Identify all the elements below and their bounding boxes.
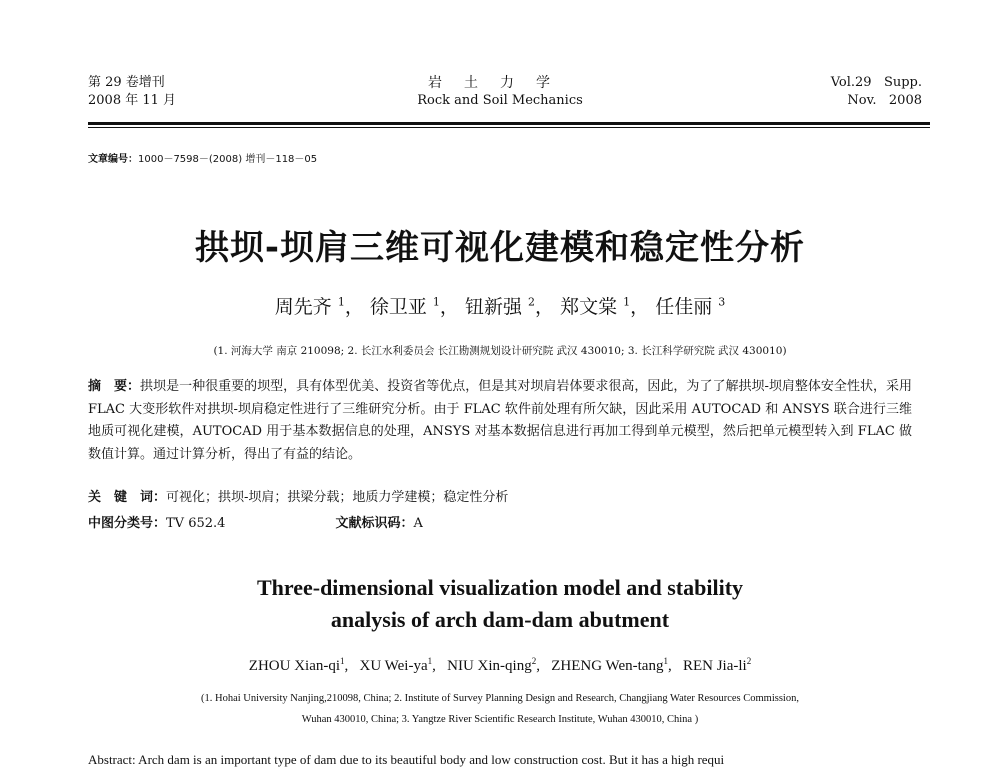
- author-en: ZHOU Xian-$qi^1$: [248, 656, 345, 674]
- journal-name-cn: 岩土力学: [428, 75, 572, 91]
- abstract-label-cn: 摘 要：: [88, 379, 141, 394]
- clc-value: TV 652.4: [166, 516, 226, 531]
- classification-line: [88, 512, 423, 531]
- article-number-label: 文章编号：: [88, 154, 138, 165]
- author-cn: 徐卫亚 $^1$: [369, 295, 440, 318]
- journal-name-en: Rock and Soil Mechanics: [417, 93, 583, 108]
- volume-line: 第 29 卷增刊: [88, 75, 165, 90]
- author-list-cn: 周先齐 $^1$， 徐卫亚 $^1$， 钮新强 $^2$， 郑文棠 $^1$， 任佳丽 $^3$: [274, 295, 726, 318]
- author-cn: 钮新强 $^2$: [464, 295, 536, 318]
- author-en: XU Wei-$ya^1$: [359, 656, 433, 674]
- volume-supp: Vol.29 Supp.: [830, 75, 922, 90]
- doc-code-value: A: [413, 516, 423, 531]
- date-line: 2008 年 11 月: [88, 93, 177, 108]
- author-cn: 周先齐 $^1$: [274, 295, 345, 318]
- article-number-value: 1000－7598－(2008) 增刊－118－05: [138, 154, 318, 165]
- article-number: [88, 150, 317, 165]
- author-list-en: ZHOU Xian-$qi^1$, XU Wei-$ya^1$, NIU Xin-qing$^2$, ZHENG Wen-tang$^1$, REN Jia-$li^2$: [248, 656, 752, 674]
- paper-title-cn: 拱坝-坝肩三维可视化建模和稳定性分析: [194, 228, 806, 268]
- issue-date: Nov. 2008: [847, 93, 922, 108]
- header-rule-thin: [88, 127, 930, 128]
- keywords-label: 关 键 词：: [88, 490, 167, 505]
- paper-title-en: [0, 572, 1000, 636]
- author-en: REN Jia-$li^2$: [682, 656, 752, 674]
- journal-issue-info: [88, 74, 176, 110]
- affiliation-en: [110, 688, 890, 730]
- abstract-en-partial: Abstract: Arch dam is an important type of dam due to its beautiful body and low construction cost. But it has a high requi: [88, 752, 725, 767]
- keywords-text: 可视化；拱坝-坝肩；拱梁分载；地质力学建模；稳定性分析: [166, 490, 509, 505]
- journal-name: [350, 74, 650, 110]
- abstract-text-cn: 拱坝是一种很重要的坝型，具有体型优美、投资省等优点，但是其对坝肩岩体要求很高，因此，为了了解拱坝-坝肩整体安全性状，采用 FLAC 大变形软件对拱坝-坝肩稳定性进行了三维研究分析。由于 FLAC 软件前处理有所欠缺，因此采用 AUTOCAD 和 ANSYS 联合进行三维地质可视化建模，AUTOCAD 用于基本数据信息的处理，ANSYS 对基本数据信息进行再加工得到单元模型，然后把单元模型转入到 FLAC 做数值计算。通过计算分析，得出了有益的结论。: [88, 379, 912, 462]
- author-cn: 任佳丽 $^3$: [655, 295, 726, 318]
- affiliation-en-line1: (1. Hohai University Nanjing,210098, China; 2. Institute of Survey Planning Design and Research, Changjiang Water Resources Commission,: [201, 693, 799, 704]
- author-en: ZHENG Wen-tang$^1$: [551, 656, 668, 674]
- abstract-cn: [88, 376, 912, 466]
- keywords-cn: [88, 486, 508, 505]
- clc-label: 中图分类号：: [88, 516, 167, 531]
- journal-volume-info: [831, 74, 922, 110]
- affiliation-cn: (1. 河海大学 南京 210098; 2. 长江水利委员会 长江勘测规划设计研究院 武汉 430010; 3. 长江科学研究院 武汉 430010): [213, 345, 787, 357]
- author-en: NIU Xin-qing$^2$: [447, 656, 537, 674]
- affiliation-en-line2: Wuhan 430010, China; 3. Yangtze River Scientific Research Institute, Wuhan 430010, China ): [301, 714, 699, 725]
- title-en-line1: Three-dimensional visualization model and stability: [256, 575, 744, 600]
- header-rule-thick: [88, 122, 930, 125]
- title-en-line2: analysis of arch dam-dam abutment: [330, 607, 670, 632]
- author-cn: 郑文棠 $^1$: [560, 295, 631, 318]
- doc-code-label: 文献标识码：: [335, 516, 414, 531]
